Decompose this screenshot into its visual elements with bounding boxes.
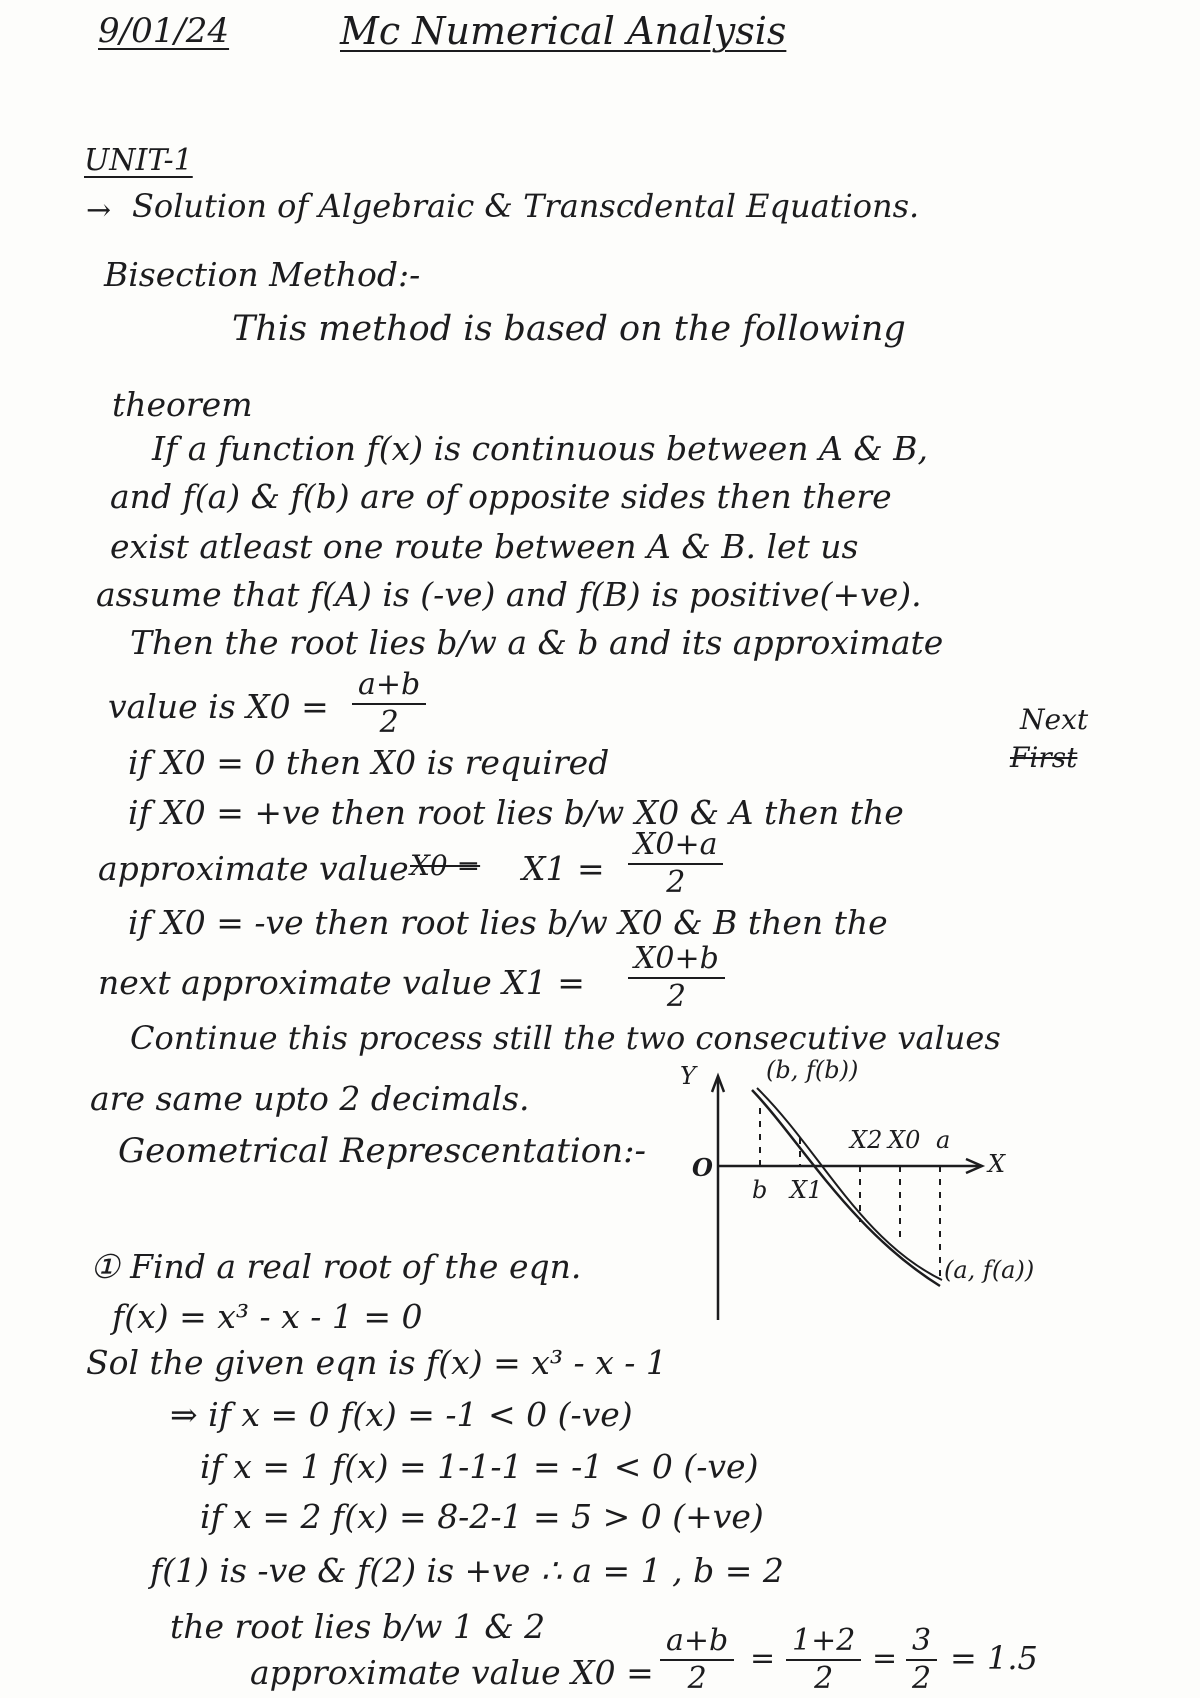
tick-x0-label: X0 — [888, 1126, 921, 1154]
topic-heading: Solution of Algebraic & Transcdental Equations. — [132, 187, 920, 225]
theorem-line-4: assume that f(A) is (-ve) and f(B) is positive(+ve). — [96, 575, 922, 614]
fraction-denominator: 2 — [912, 1661, 932, 1696]
first-word-struck: First — [1010, 741, 1078, 774]
solution-line-1: Sol the given eqn is f(x) = x³ - x - 1 — [86, 1343, 667, 1382]
solution-line-5: f(1) is -ve & f(2) is +ve ∴ a = 1 , b = 2 — [150, 1551, 784, 1590]
solution-line-4: if x = 2 f(x) = 8-2-1 = 5 > 0 (+ve) — [200, 1497, 764, 1536]
case-2: if X0 = +ve then root lies b/w X0 & A then the — [128, 793, 904, 832]
case-1: if X0 = 0 then X0 is required — [128, 743, 610, 782]
solution-line-7: approximate value X0 = — [250, 1653, 654, 1692]
fraction-denominator: 2 — [666, 979, 686, 1014]
theorem-line-5: Then the root lies b/w a & b and its approximate — [130, 623, 944, 662]
fraction-numerator: 3 — [906, 1626, 937, 1661]
equals-sign: = — [872, 1641, 898, 1676]
geometric-heading: Geometrical Represcentation:- — [118, 1131, 647, 1171]
function-curve-secondary — [757, 1088, 942, 1280]
arrow-icon: → — [86, 193, 112, 228]
unit-heading: UNIT-1 — [84, 143, 193, 178]
solution-line-6: the root lies b/w 1 & 2 — [170, 1607, 546, 1646]
case-3: if X0 = -ve then root lies b/w X0 & B then the — [128, 903, 888, 942]
x1-label-a: X1 = — [522, 849, 605, 888]
x-axis-label: X — [988, 1150, 1006, 1178]
fraction-numerator: a+b — [660, 1626, 734, 1661]
page-title: Mc Numerical Analysis — [340, 9, 787, 53]
point-b-label: (b, f(b)) — [766, 1056, 859, 1084]
intro-line-2: theorem — [112, 385, 253, 424]
problem-title: ① Find a real root of the eqn. — [90, 1247, 582, 1286]
theorem-line-1: If a function f(x) is continuous between A & B, — [152, 429, 928, 468]
fraction-numerator: 1+2 — [786, 1626, 861, 1661]
fraction-denominator: 2 — [814, 1661, 834, 1696]
origin-label: O — [692, 1153, 713, 1182]
intro-line-1: This method is based on the following — [232, 309, 906, 349]
substituted-fraction — [786, 1623, 861, 1696]
next-word: Next — [1020, 703, 1089, 736]
tick-b-label: b — [752, 1176, 768, 1204]
solution-line-3: if x = 1 f(x) = 1-1-1 = -1 < 0 (-ve) — [200, 1447, 759, 1486]
tick-a-label: a — [936, 1126, 951, 1154]
case-3-continued: next approximate value X1 = — [98, 963, 585, 1002]
function-curve — [752, 1090, 940, 1286]
continue-line-2: are same upto 2 decimals. — [90, 1079, 530, 1118]
solution-line-2: ⇒ if x = 0 f(x) = -1 < 0 (-ve) — [170, 1395, 633, 1434]
theorem-line-2: and f(a) & f(b) are of opposite sides then there — [110, 477, 892, 516]
equals-sign: = — [750, 1641, 776, 1676]
continue-line-1: Continue this process still the two consecutive values — [130, 1019, 1001, 1057]
result-value: = 1.5 — [950, 1639, 1038, 1677]
y-axis-label: Y — [680, 1062, 696, 1090]
tick-x2-label: X2 — [850, 1126, 883, 1154]
point-a-label: (a, f(a)) — [944, 1256, 1035, 1284]
fraction-numerator: X0+b — [628, 944, 725, 979]
struck-x0: X0 = — [410, 849, 481, 882]
theorem-line-3: exist atleast one route between A & B. let us — [110, 527, 859, 566]
date: 9/01/24 — [98, 11, 230, 51]
problem-equation: f(x) = x³ - x - 1 = 0 — [112, 1297, 423, 1336]
simplified-fraction — [906, 1623, 937, 1696]
fraction-numerator: X0+a — [628, 830, 723, 865]
fraction-denominator: 2 — [379, 705, 399, 740]
fraction-numerator: a+b — [352, 670, 426, 705]
method-heading: Bisection Method:- — [104, 255, 421, 294]
tick-x1-label: X1 — [790, 1176, 823, 1204]
formula-fraction — [660, 1623, 734, 1696]
theorem-line-6: value is X0 = — [108, 687, 329, 726]
fraction-denominator: 2 — [687, 1661, 707, 1696]
fraction-denominator: 2 — [666, 865, 686, 900]
case-2-continued: approximate value — [98, 849, 409, 888]
